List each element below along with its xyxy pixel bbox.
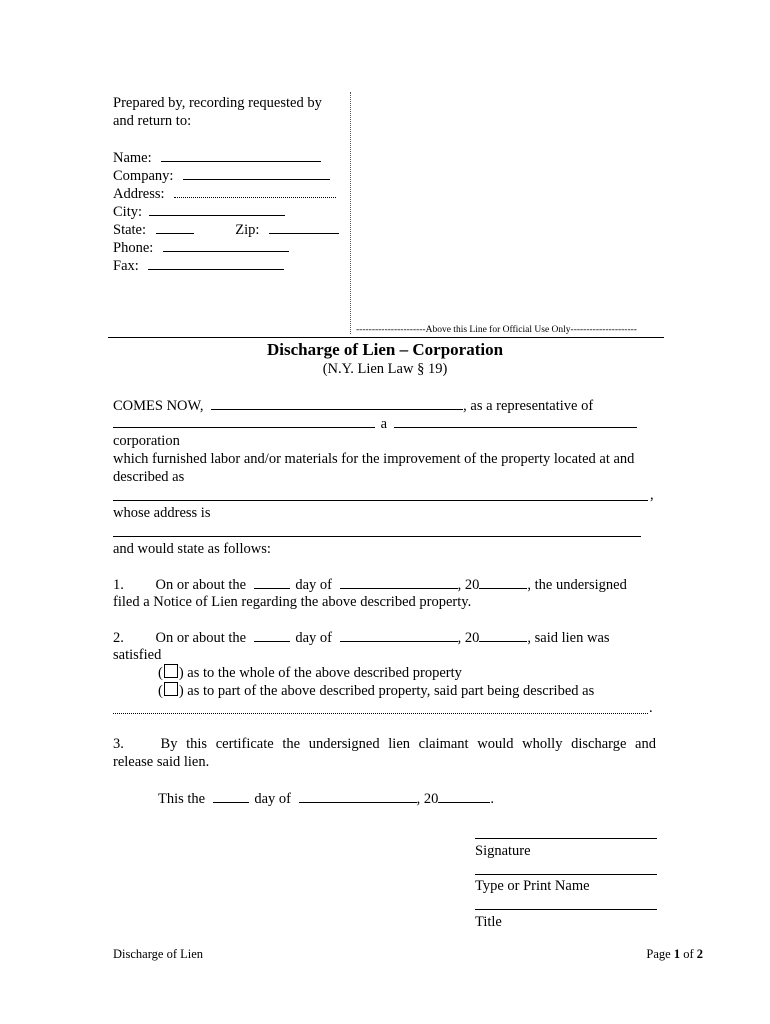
company-field[interactable] xyxy=(183,166,330,180)
page-of: of xyxy=(680,947,697,961)
company-label: Company: xyxy=(113,168,174,184)
would-state-text: and would state as follows: xyxy=(113,541,271,557)
address-description-field[interactable] xyxy=(113,536,641,537)
item2-number: 2. xyxy=(113,630,124,646)
phone-field[interactable] xyxy=(163,238,289,252)
address-field[interactable] xyxy=(174,184,336,198)
item1-twenty: , 20 xyxy=(457,577,480,593)
page-current: 1 xyxy=(673,947,681,961)
item2-day-of: day of xyxy=(295,630,332,646)
address-row xyxy=(113,184,336,203)
city-label: City: xyxy=(113,204,143,220)
item1-month-field[interactable] xyxy=(340,575,458,589)
item2-row xyxy=(113,628,610,647)
corporation-text: corporation xyxy=(113,433,180,449)
item2-satisfied: satisfied xyxy=(113,647,162,663)
fax-field[interactable] xyxy=(148,256,284,270)
title-line[interactable] xyxy=(475,909,657,910)
option-part-checkbox[interactable] xyxy=(164,682,178,696)
item1-on-about: On or about the xyxy=(155,577,247,593)
document-title: Discharge of Lien – Corporation xyxy=(266,340,504,359)
furnished-text: which furnished labor and/or materials for the improvement of the property located at and xyxy=(113,451,635,467)
representative-of-text: , as a representative of xyxy=(463,398,594,414)
closing-day-of: day of xyxy=(254,791,292,807)
name-row xyxy=(113,148,321,167)
signature-line[interactable] xyxy=(475,838,657,839)
closing-this-the: This the xyxy=(158,791,206,807)
item1-day-of: day of xyxy=(295,577,332,593)
corporation-name-row xyxy=(113,414,637,433)
item2-on-about: On or about the xyxy=(155,630,247,646)
corporation-name-field[interactable] xyxy=(113,414,375,428)
item3-text: By this certificate the undersigned lien claimant would wholly discharge and xyxy=(160,736,656,752)
state-label: State: xyxy=(113,222,147,238)
option-part-text: ) as to part of the above described property, said part being described as xyxy=(178,683,595,699)
option-whole-text: ) as to the whole of the above described property xyxy=(178,665,462,681)
name-label: Name: xyxy=(113,150,152,166)
closing-month-field[interactable] xyxy=(299,789,417,803)
city-row xyxy=(113,202,285,221)
item1-row xyxy=(113,575,627,594)
option-whole-paren: ( xyxy=(158,665,163,681)
item1-line2: filed a Notice of Lien regarding the above described property. xyxy=(113,594,472,610)
item2-satisfied-tail: , said lien was xyxy=(527,630,610,646)
fax-label: Fax: xyxy=(113,258,139,274)
name-field[interactable] xyxy=(161,148,321,162)
print-name-line[interactable] xyxy=(475,874,657,875)
item3-line1 xyxy=(113,735,656,753)
title-label: Title xyxy=(475,914,502,930)
city-field[interactable] xyxy=(149,202,285,216)
option-whole-checkbox[interactable] xyxy=(164,664,178,678)
state-zip-row xyxy=(113,220,339,239)
described-as-text: described as xyxy=(113,469,185,485)
comes-now-text: COMES NOW, xyxy=(113,398,204,414)
item2-day-field[interactable] xyxy=(254,628,290,642)
comes-now-row xyxy=(113,396,593,415)
option-whole-row xyxy=(158,664,462,682)
prepared-by-line2: and return to: xyxy=(113,113,192,129)
prepared-by-line1: Prepared by, recording requested by xyxy=(113,95,322,111)
zip-label: Zip: xyxy=(235,222,260,238)
closing-twenty: , 20 xyxy=(416,791,439,807)
part-description-period: . xyxy=(649,700,653,716)
option-part-row xyxy=(158,682,594,700)
item2-twenty: , 20 xyxy=(457,630,480,646)
footer-page-number xyxy=(600,945,703,963)
footer-doc-name: Discharge of Lien xyxy=(113,947,204,961)
whose-address-text: whose address is xyxy=(113,505,211,521)
print-name-label: Type or Print Name xyxy=(475,878,590,894)
item1-year-field[interactable] xyxy=(479,575,527,589)
item1-undersigned: , the undersigned xyxy=(527,577,627,593)
state-field[interactable] xyxy=(156,220,194,234)
option-part-paren: ( xyxy=(158,683,163,699)
corporation-state-field[interactable] xyxy=(394,414,637,428)
company-row xyxy=(113,166,330,185)
representative-name-field[interactable] xyxy=(211,396,463,410)
phone-label: Phone: xyxy=(113,240,154,256)
closing-day-field[interactable] xyxy=(213,789,249,803)
item3-number: 3. xyxy=(113,736,124,752)
signature-label: Signature xyxy=(475,843,531,859)
fax-row xyxy=(113,256,284,275)
a-text: a xyxy=(380,416,388,432)
page-total: 2 xyxy=(696,947,703,961)
zip-field[interactable] xyxy=(269,220,339,234)
phone-row xyxy=(113,238,289,257)
official-use-divider-vertical xyxy=(350,92,351,334)
closing-period: . xyxy=(490,791,495,807)
item2-month-field[interactable] xyxy=(340,628,458,642)
closing-year-field[interactable] xyxy=(438,789,490,803)
property-comma: , xyxy=(650,487,654,503)
page-prefix: Page xyxy=(646,947,674,961)
item2-year-field[interactable] xyxy=(479,628,527,642)
official-use-divider-horizontal xyxy=(108,337,664,338)
document-subtitle: (N.Y. Lien Law § 19) xyxy=(322,361,448,377)
closing-row xyxy=(158,789,494,808)
item3-line2: release said lien. xyxy=(113,754,210,770)
item1-day-field[interactable] xyxy=(254,575,290,589)
address-label: Address: xyxy=(113,186,165,202)
official-use-note: ----------------------Above this Line for Official Use Only--------------------- xyxy=(356,325,637,335)
property-description-field[interactable] xyxy=(113,500,648,501)
item1-number: 1. xyxy=(113,577,124,593)
part-description-field[interactable] xyxy=(113,713,648,714)
